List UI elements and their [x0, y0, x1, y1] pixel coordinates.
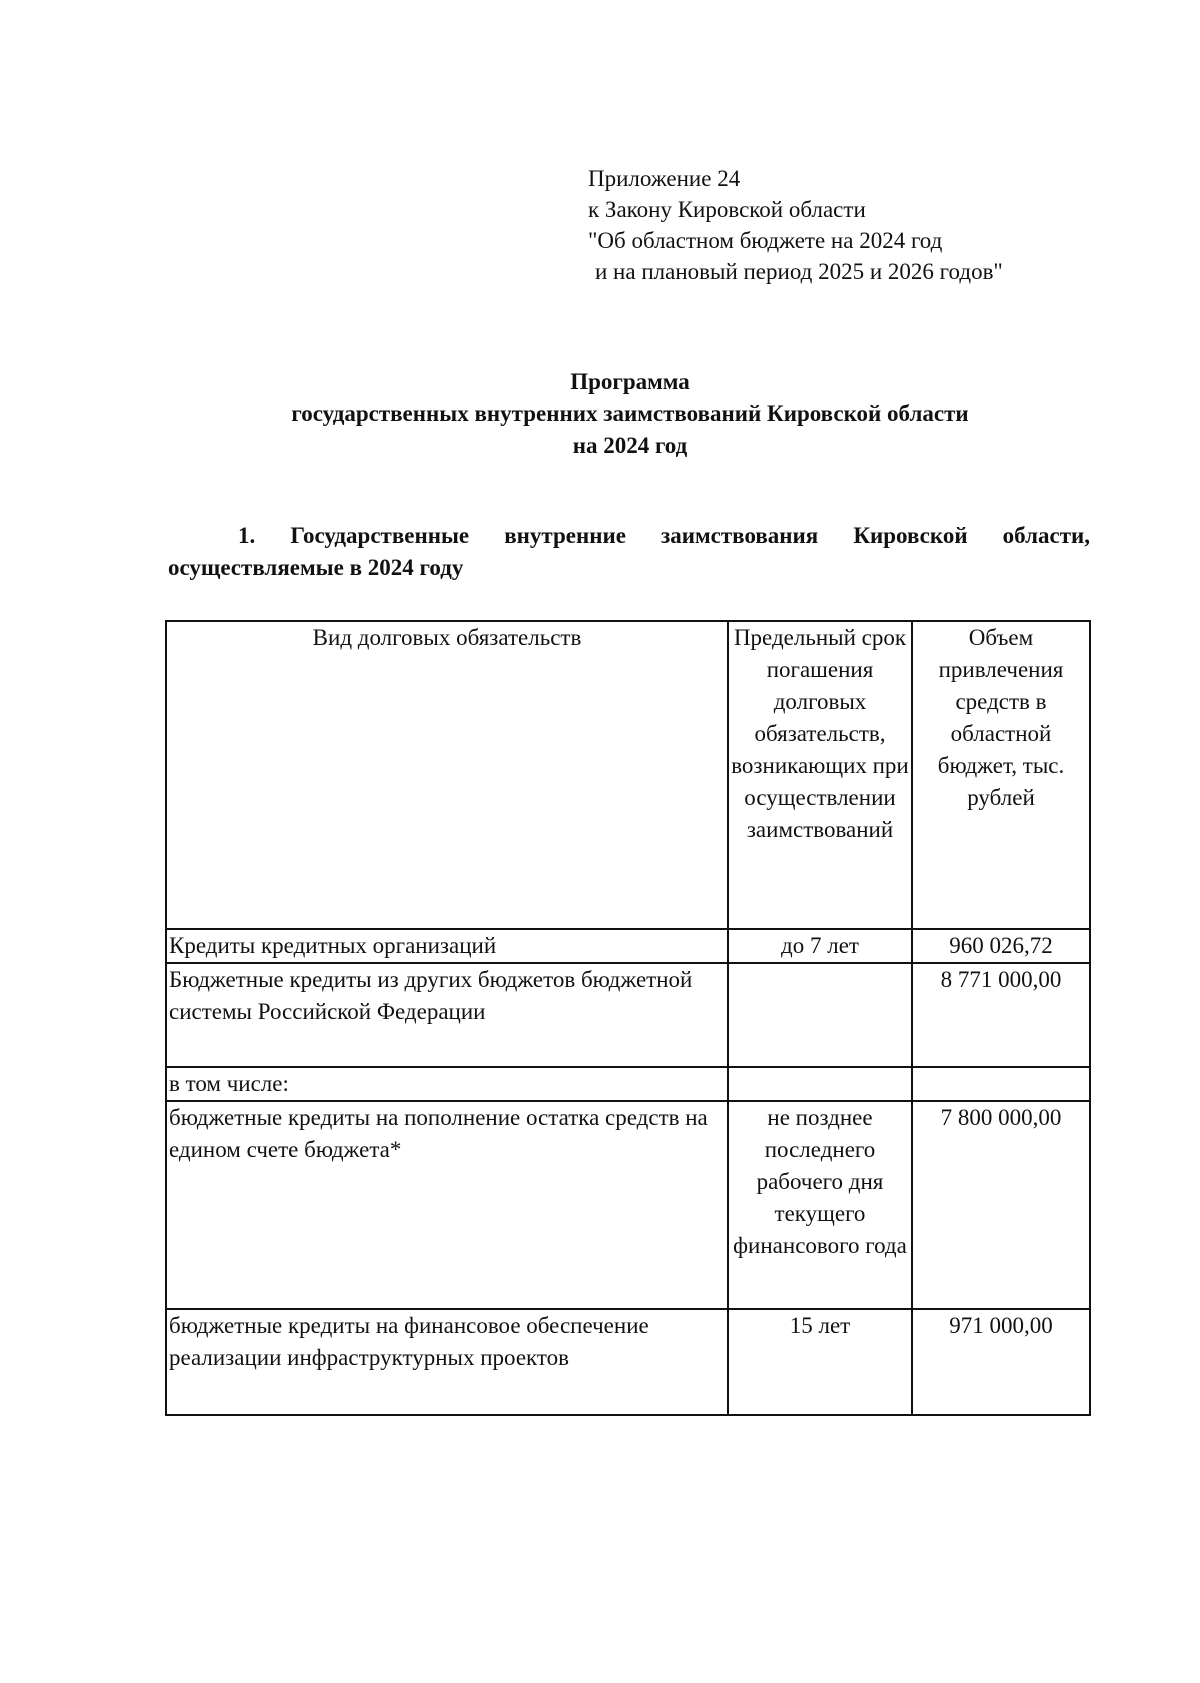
appendix-line-4: и на плановый период 2025 и 2026 годов" — [595, 259, 1003, 284]
header-repayment-term: Предельный срок погашения долговых обязательств, возникающих при осуществлении заимствований — [728, 621, 912, 929]
appendix-line-2: к Закону Кировской области — [588, 197, 866, 222]
cell-amount: 960 026,72 — [912, 929, 1090, 963]
cell-amount — [912, 1067, 1090, 1101]
appendix-line-3: "Об областном бюджете на 2024 год — [588, 228, 943, 253]
cell-amount: 8 771 000,00 — [912, 963, 1090, 1067]
cell-type: Бюджетные кредиты из других бюджетов бюджетной системы Российской Федерации — [166, 963, 728, 1067]
appendix-line-1: Приложение 24 — [588, 166, 741, 191]
section-heading-line-2: осуществляемые в 2024 году — [168, 555, 464, 580]
header-debt-type: Вид долговых обязательств — [166, 621, 728, 929]
cell-type: в том числе: — [166, 1067, 728, 1101]
cell-term — [728, 963, 912, 1067]
table-row — [166, 963, 1090, 1067]
table-row — [166, 1067, 1090, 1101]
header-amount: Объем привлечения средств в областной бюджет, тыс. рублей — [912, 621, 1090, 929]
cell-term: не позднее последнего рабочего дня текущего финансового года — [728, 1101, 912, 1309]
title-line-1: Программа — [570, 369, 690, 394]
cell-amount: 7 800 000,00 — [912, 1101, 1090, 1309]
table-row — [166, 1101, 1090, 1309]
cell-amount: 971 000,00 — [912, 1309, 1090, 1415]
section-heading — [168, 520, 1090, 584]
borrowings-table — [165, 620, 1091, 1416]
title-line-2: государственных внутренних заимствований Кировской области — [291, 401, 969, 426]
appendix-header — [588, 163, 1003, 287]
cell-term — [728, 1067, 912, 1101]
section-heading-line-1: 1. Государственные внутренние заимствования Кировской области, — [238, 523, 1090, 548]
document-title — [0, 366, 1200, 462]
table-row — [166, 929, 1090, 963]
table-header-row — [166, 621, 1090, 929]
cell-term: до 7 лет — [728, 929, 912, 963]
table-row — [166, 1309, 1090, 1415]
cell-type: бюджетные кредиты на финансовое обеспечение реализации инфраструктурных проектов — [166, 1309, 728, 1415]
cell-term: 15 лет — [728, 1309, 912, 1415]
title-line-3: на 2024 год — [572, 433, 688, 458]
cell-type: Кредиты кредитных организаций — [166, 929, 728, 963]
cell-type: бюджетные кредиты на пополнение остатка средств на едином счете бюджета* — [166, 1101, 728, 1309]
